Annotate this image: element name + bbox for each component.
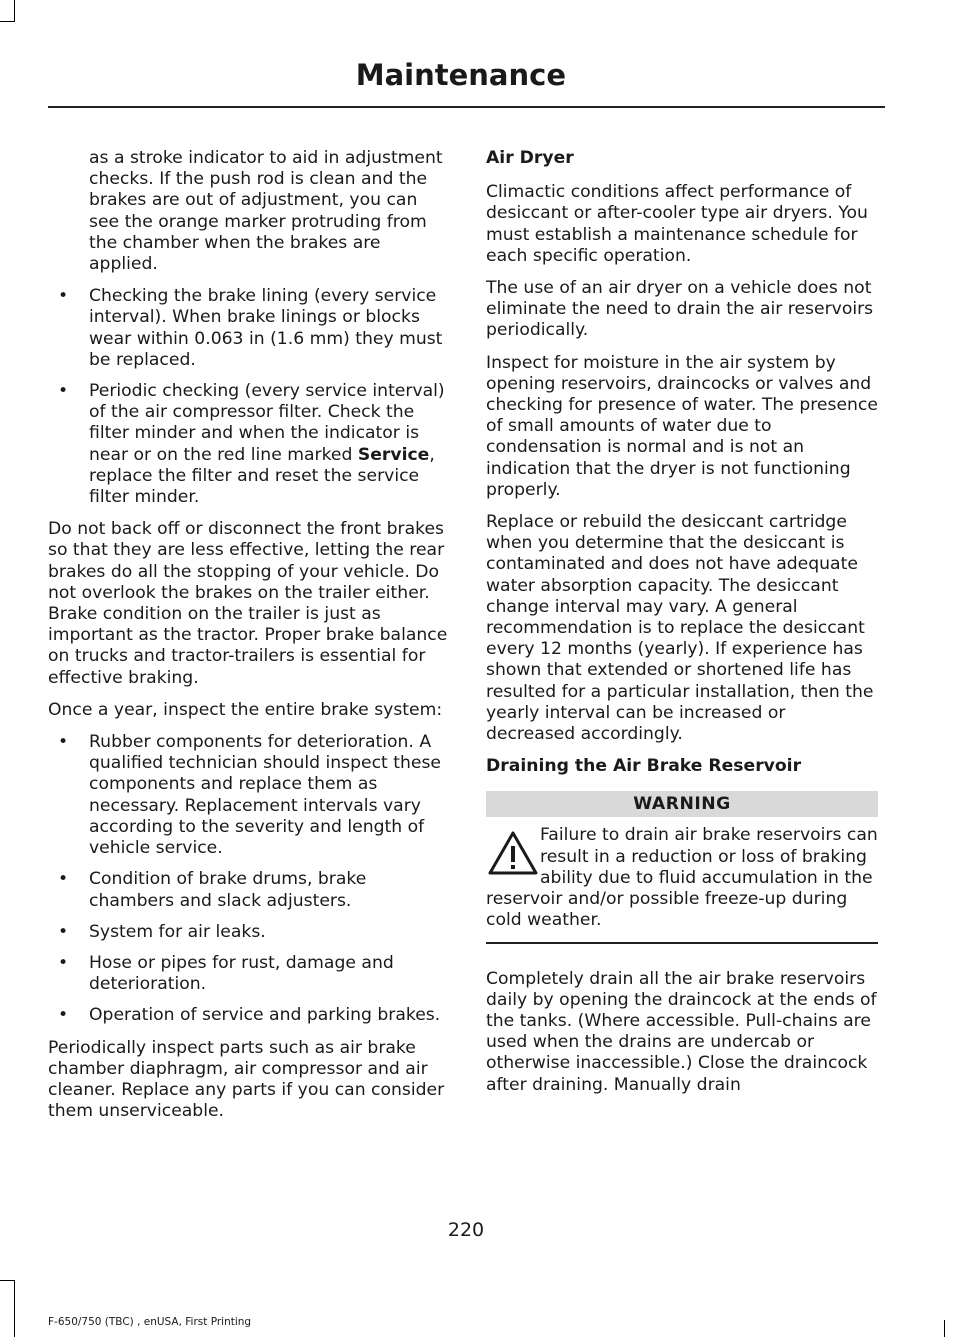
right-column bbox=[486, 148, 880, 1107]
paragraph: Once a year, inspect the entire brake system: bbox=[48, 699, 443, 720]
list-item: • System for air leaks. bbox=[58, 921, 266, 942]
list-item: • Condition of brake drums, brake chambers and slack adjusters. bbox=[58, 869, 367, 911]
crop-mark bbox=[14, 0, 15, 22]
inspection-list bbox=[48, 732, 448, 1026]
warning-text: Failure to drain air brake reservoirs can result in a reduction or loss of braking ability due to fluid accumulation in the reservoir and/or possible freeze-up during cold weather. bbox=[486, 825, 878, 931]
paragraph: Inspect for moisture in the air system by opening reservoirs, draincocks or valves and checking for presence of water. The presence of small amounts of water due to condensation is normal and is not an indication that the dryer is not functioning properly. bbox=[486, 352, 878, 500]
warning-triangle-icon bbox=[486, 827, 540, 881]
paragraph: Do not back off or disconnect the front brakes so that they are less effective, letting the rear brakes do all the stopping of your vehicle. Do not overlook the brakes on the trailer either. Brake condition on the trailer is just as important as the tractor. Proper brake balance on trucks and tractor-trailers is essential for effective braking. bbox=[48, 519, 448, 688]
header-rule bbox=[48, 106, 885, 108]
service-label: Service bbox=[357, 444, 430, 465]
paragraph: Replace or rebuild the desiccant cartridge when you determine that the desiccant is contaminated and does not have adequate water absorption capacity. The desiccant change interval may vary. A general recommendation is to replace the desiccant every 12 months (yearly). If experience has shown that extended or shortened life has resulted for a particular installation, then the yearly interval can be increased or decreased accordingly. bbox=[486, 512, 874, 745]
crop-mark bbox=[14, 1280, 15, 1337]
paragraph: Climactic conditions affect performance of desiccant or after-cooler type air dryers. You must establish a maintenance schedule for each specific operation. bbox=[486, 182, 868, 266]
footer-text: F-650/750 (TBC) , enUSA, First Printing bbox=[48, 1316, 252, 1328]
paragraph: Completely drain all the air brake reservoirs daily by opening the draincock at the ends of the tanks. (Where accessible. Pull-chains are used when the drains are undercab or otherwise inaccessible.) Close the draincock after draining. Manually drain bbox=[486, 968, 877, 1095]
crop-mark bbox=[0, 21, 15, 22]
crop-mark bbox=[0, 1280, 15, 1281]
warning-rule bbox=[486, 942, 878, 944]
warning-box bbox=[486, 791, 878, 943]
maintenance-list bbox=[48, 286, 448, 508]
section-title: Maintenance bbox=[355, 58, 566, 92]
left-column bbox=[48, 148, 448, 1133]
list-item: • Periodic checking (every service interval) of the air compressor filter. Check the filter minder and when the indicator is near or on the red line marked Service, replace the filter and reset the service filter minder. bbox=[58, 381, 445, 508]
continued-paragraph: as a stroke indicator to aid in adjustment checks. If the push rod is clean and the brakes are out of adjustment, you can see the orange marker protruding from the chamber when the brakes are applied. bbox=[89, 148, 443, 275]
warning-body bbox=[486, 825, 878, 941]
paragraph: The use of an air dryer on a vehicle does not eliminate the need to drain the air reservoirs periodically. bbox=[486, 278, 874, 341]
list-item: • Rubber components for deterioration. A qualified technician should inspect these components and replace them as necessary. Replacement intervals vary according to the severity and length of vehicle service. bbox=[58, 732, 441, 859]
paragraph: Periodically inspect parts such as air brake chamber diaphragm, air compressor and air cleaner. Replace any parts if you can consider them unserviceable. bbox=[48, 1037, 445, 1122]
warning-title: WARNING bbox=[486, 791, 878, 817]
section-heading: Air Dryer bbox=[486, 148, 574, 168]
section-heading: Draining the Air Brake Reservoir bbox=[486, 756, 802, 777]
list-item: • Operation of service and parking brakes. bbox=[58, 1005, 441, 1026]
list-item: • Hose or pipes for rust, damage and deterioration. bbox=[58, 952, 394, 995]
crop-mark bbox=[944, 1320, 945, 1337]
list-item: • Checking the brake lining (every service interval). When brake linings or blocks wear within 0.063 in (1.6 mm) they must be replaced. bbox=[58, 286, 443, 370]
page-number: 220 bbox=[447, 1219, 485, 1241]
